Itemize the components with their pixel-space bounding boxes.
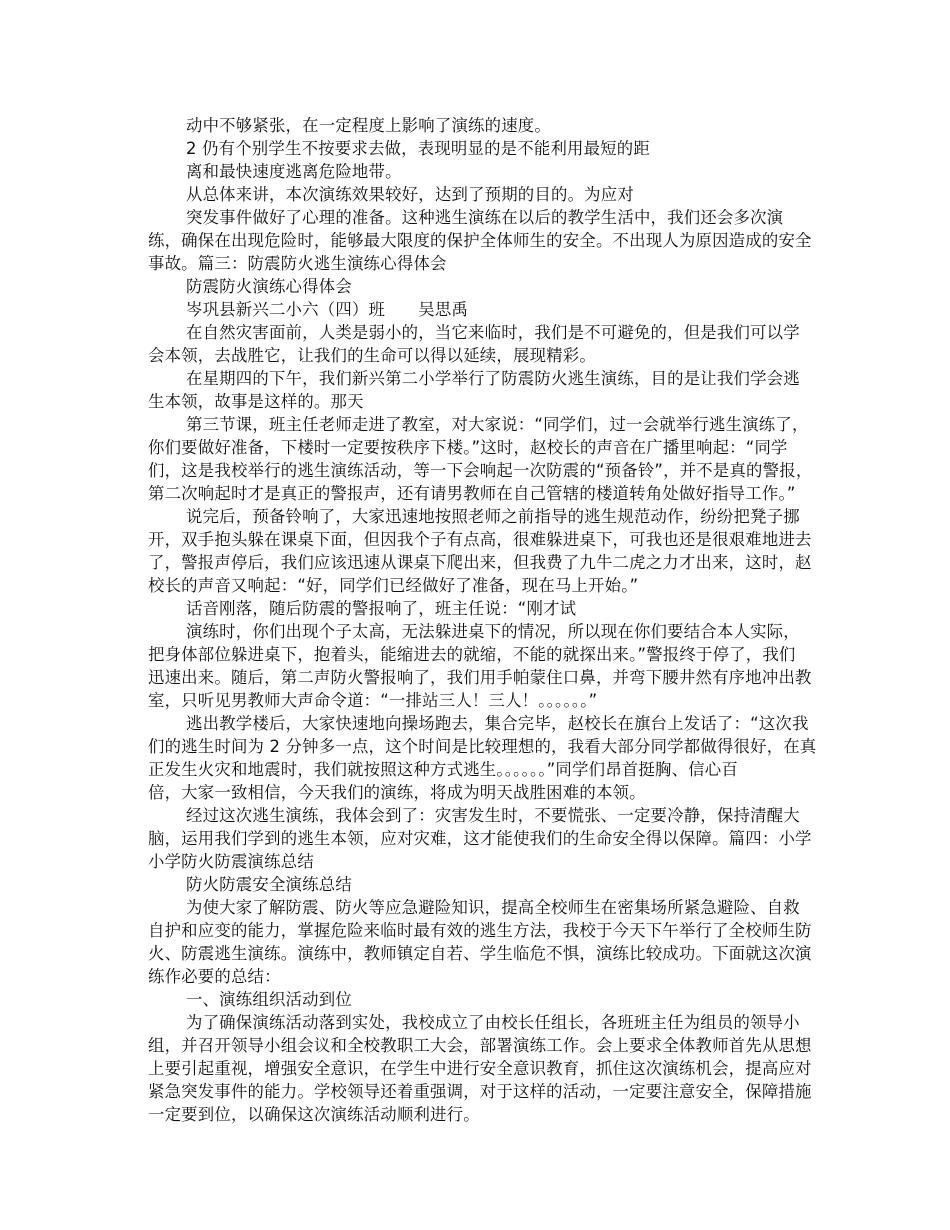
text-line: 话音刚落，随后防震的警报响了，班主任说：“刚才试 <box>186 599 577 618</box>
text-line: 开，双手抱头躲在课桌下面，但因我个子有点高，很难躲进桌下，可我也还是很艰难地进去 <box>148 530 812 549</box>
text-line: 一定要到位，以确保这次演练活动顺利进行。 <box>148 1105 480 1124</box>
text-line: 离和最快速度逃离危险地带。 <box>186 162 402 181</box>
text-line: 在星期四的下午，我们新兴第二小学举行了防震防火逃生演练，目的是让我们学会逃 <box>186 369 800 388</box>
section-heading: 防震防火演练心得体会 <box>186 277 352 296</box>
text-line: 倍，大家一致相信，今天我们的演练，将成为明天战胜困难的本领。 <box>148 783 646 802</box>
text-line: 生本领，故事是这样的。那天 <box>148 392 364 411</box>
text-line: 说完后，预备铃响了，大家迅速地按照老师之前指导的逃生规范动作，纷纷把凳子挪 <box>186 507 800 526</box>
text-line: 为使大家了解防震、防火等应急避险知识，提高全校师生在密集场所紧急避险、自救 <box>186 898 800 917</box>
text-line: 动中不够紧张，在一定程度上影响了演练的速度。 <box>186 116 551 135</box>
author-line: 岑巩县新兴二小六（四）班 吴思禹 <box>186 300 469 319</box>
text-line: 们的逃生时间为 2 分钟多一点，这个时间是比较理想的，我看大部分同学都做得很好，在真 <box>148 737 817 756</box>
section-heading: 防火防震安全演练总结 <box>186 875 352 894</box>
text-line: 小学防火防震演练总结 <box>148 852 314 871</box>
text-line: 练，确保在出现危险时，能够最大限度的保护全体师生的安全。不出现人为原因造成的安全 <box>148 231 812 250</box>
text-line: 从总体来讲，本次演练效果较好，达到了预期的目的。为应对 <box>186 185 634 204</box>
text-line: 经过这次逃生演练，我体会到了：灾害发生时，不要慌张、一定要冷静，保持清醒大 <box>186 806 800 825</box>
text-line: 们，这是我校举行的逃生演练活动，等一下会响起一次防震的“预备铃”，并不是真的警报， <box>148 461 813 480</box>
text-line: 事故。篇三：防震防火逃生演练心得体会 <box>148 254 447 273</box>
text-line: 你们要做好准备，下楼时一定要按秩序下楼。”这时，赵校长的声音在广播里响起：“同学 <box>148 438 788 457</box>
text-line: 火、防震逃生演练。演练中，教师镇定自若、学生临危不惧，演练比较成功。下面就这次演 <box>148 944 812 963</box>
text-line: 室，只听见男教师大声命令道：“一排站三人！三人！。。。。。。” <box>148 691 598 710</box>
text-line: 第二次响起时才是真正的警报声，还有请男教师在自己管辖的楼道转角处做好指导工作。” <box>148 484 796 503</box>
text-line: 练作必要的总结： <box>148 967 281 986</box>
text-line: 了，警报声停后，我们应该迅速从课桌下爬出来，但我费了九牛二虎之力才出来，这时，赵 <box>148 553 812 572</box>
text-line: 把身体部位躲进桌下，抱着头，能缩进去的就缩，不能的就探出来。”警报终于停了，我们 <box>148 645 796 664</box>
text-line: 第三节课，班主任老师走进了教室，对大家说：“同学们，过一会就举行逃生演练了， <box>186 415 809 434</box>
text-line: 紧急突发事件的能力。学校领导还着重强调，对于这样的活动，一定要注意安全，保障措施 <box>148 1082 812 1101</box>
text-line: 上要引起重视，增强安全意识，在学生中进行安全意识教育，抓住这次演练机会，提高应对 <box>148 1059 812 1078</box>
text-line: 自护和应变的能力，掌握危险来临时最有效的逃生方法，我校于今天下午举行了全校师生防 <box>148 921 812 940</box>
text-line: 逃出教学楼后，大家快速地向操场跑去，集合完毕，赵校长在旗台上发话了：“这次我 <box>186 714 809 733</box>
text-line: 迅速出来。随后，第二声防火警报响了，我们用手帕蒙住口鼻，并弯下腰井然有序地冲出教 <box>148 668 812 687</box>
subsection-heading: 一、演练组织活动到位 <box>186 990 352 1009</box>
text-line: 演练时，你们出现个子太高，无法躲进桌下的情况，所以现在你们要结合本人实际， <box>186 622 800 641</box>
text-line: 脑，运用我们学到的逃生本领，应对灾难，这才能使我们的生命安全得以保障。篇四：小学 <box>148 829 812 848</box>
text-line: 为了确保演练活动落到实处，我校成立了由校长任组长，各班班主任为组员的领导小 <box>186 1013 800 1032</box>
text-line: 校长的声音又响起：“好，同学们已经做好了准备，现在马上开始。” <box>148 576 639 595</box>
text-line: 正发生火灾和地震时，我们就按照这种方式逃生。。。。。。”同学们昂首挺胸、信心百 <box>148 760 738 779</box>
text-line: 会本领，去战胜它，让我们的生命可以得以延续，展现精彩。 <box>148 346 596 365</box>
text-line: 组，并召开领导小组会议和全校教职工大会，部署演练工作。会上要求全体教师首先从思想 <box>148 1036 812 1055</box>
text-line: 突发事件做好了心理的准备。这种逃生演练在以后的教学生活中，我们还会多次演 <box>186 208 784 227</box>
text-line: 在自然灾害面前，人类是弱小的，当它来临时，我们是不可避免的，但是我们可以学 <box>186 323 800 342</box>
text-line: 2 仍有个别学生不按要求去做，表现明显的是不能利用最短的距 <box>186 139 650 158</box>
